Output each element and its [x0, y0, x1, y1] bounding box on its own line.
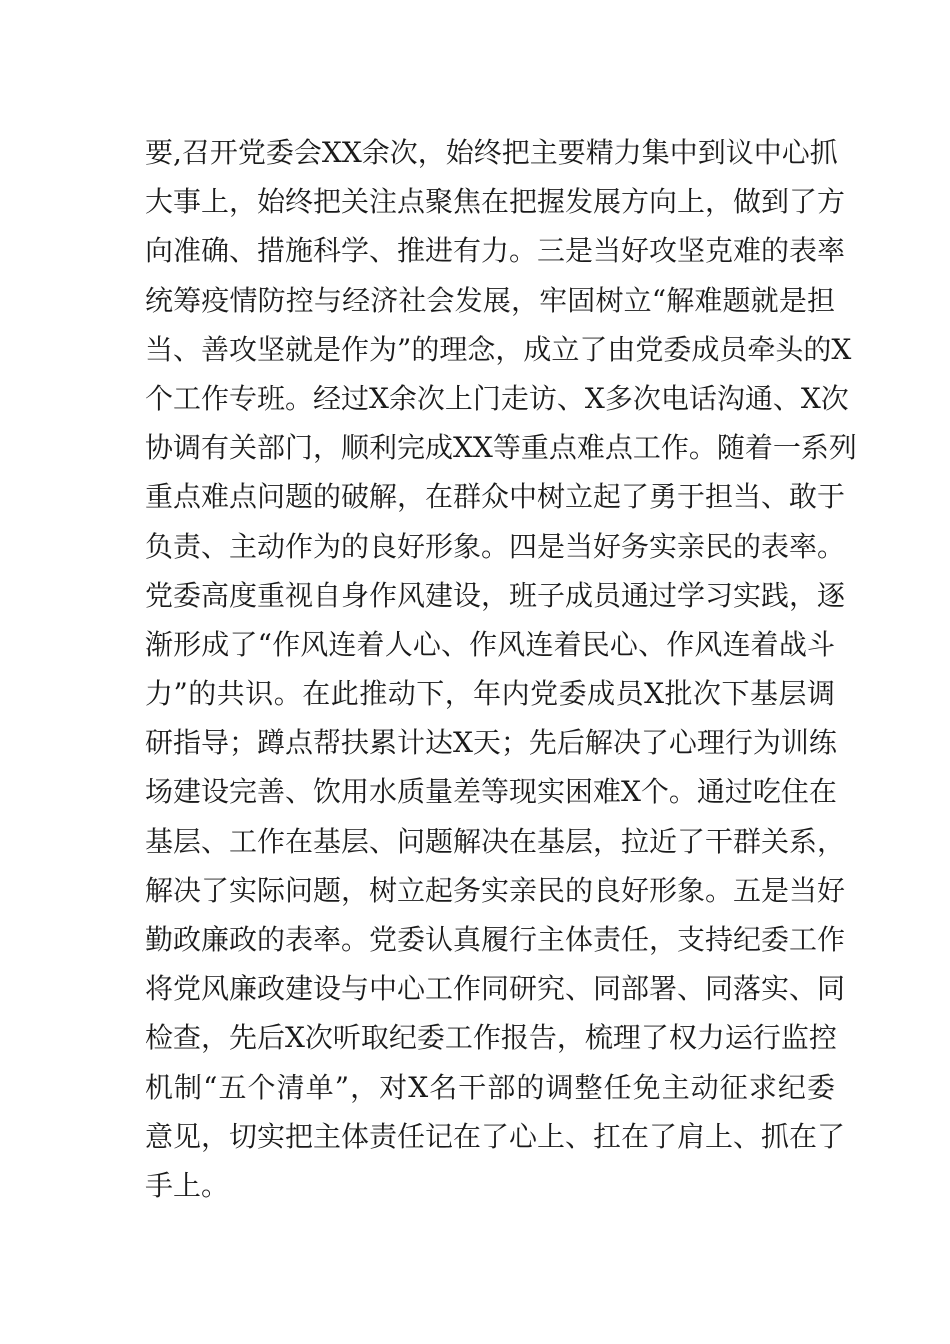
text-line: 手上。: [145, 1168, 230, 1202]
text-line: 力”的共识。在此推动下，年内党委成员X批次下基层调: [145, 677, 835, 711]
text-line: 渐形成了“作风连着人心、作风连着民心、作风连着战斗: [145, 627, 835, 661]
text-line: 研指导；蹲点帮扶累计达X天；先后解决了心理行为训练: [145, 726, 837, 760]
text-line: 重点难点问题的破解，在群众中树立起了勇于担当、敢于: [145, 480, 846, 514]
text-line: 机制“五个清单”，对X名干部的调整任免主动征求纪委: [145, 1070, 835, 1104]
text-line: 场建设完善、饮用水质量差等现实困难X个。通过吃住在: [145, 775, 837, 809]
text-line: 党委高度重视自身作风建设，班子成员通过学习实践，逐: [145, 578, 846, 612]
text-line: 勤政廉政的表率。党委认真履行主体责任，支持纪委工作: [145, 923, 846, 956]
text-line: 向准确、措施科学、推进有力。三是当好攻坚克难的表率: [145, 234, 846, 268]
text-line: 意见，切实把主体责任记在了心上、扛在了肩上、抓在了: [145, 1119, 846, 1153]
text-line: 统筹疫情防控与经济社会发展，牢固树立“解难题就是担: [145, 283, 835, 317]
text-line: 解决了实际问题，树立起务实亲民的良好形象。五是当好: [145, 873, 846, 907]
text-line: 大事上，始终把关注点聚焦在把握发展方向上，做到了方: [145, 185, 846, 219]
text-line: 检查，先后X次听取纪委工作报告，梳理了权力运行监控: [145, 1021, 837, 1055]
body-paragraph: [145, 128, 857, 1210]
text-line: 个工作专班。经过X余次上门走访、X多次电话沟通、X次: [145, 381, 849, 415]
text-line: 将党风廉政建设与中心工作同研究、同部署、同落实、同: [145, 972, 846, 1006]
text-line: 协调有关部门，顺利完成XX等重点难点工作。随着一系列: [145, 431, 857, 465]
text-line: 要,召开党委会XX余次，始终把主要精力集中到议中心抓: [145, 136, 838, 169]
text-line: 负责、主动作为的良好形象。四是当好务实亲民的表率。: [145, 529, 846, 563]
text-line: 基层、工作在基层、问题解决在基层，拉近了干群关系，: [145, 824, 846, 858]
text-line: 当、善攻坚就是作为”的理念，成立了由党委成员牵头的X: [145, 332, 852, 366]
